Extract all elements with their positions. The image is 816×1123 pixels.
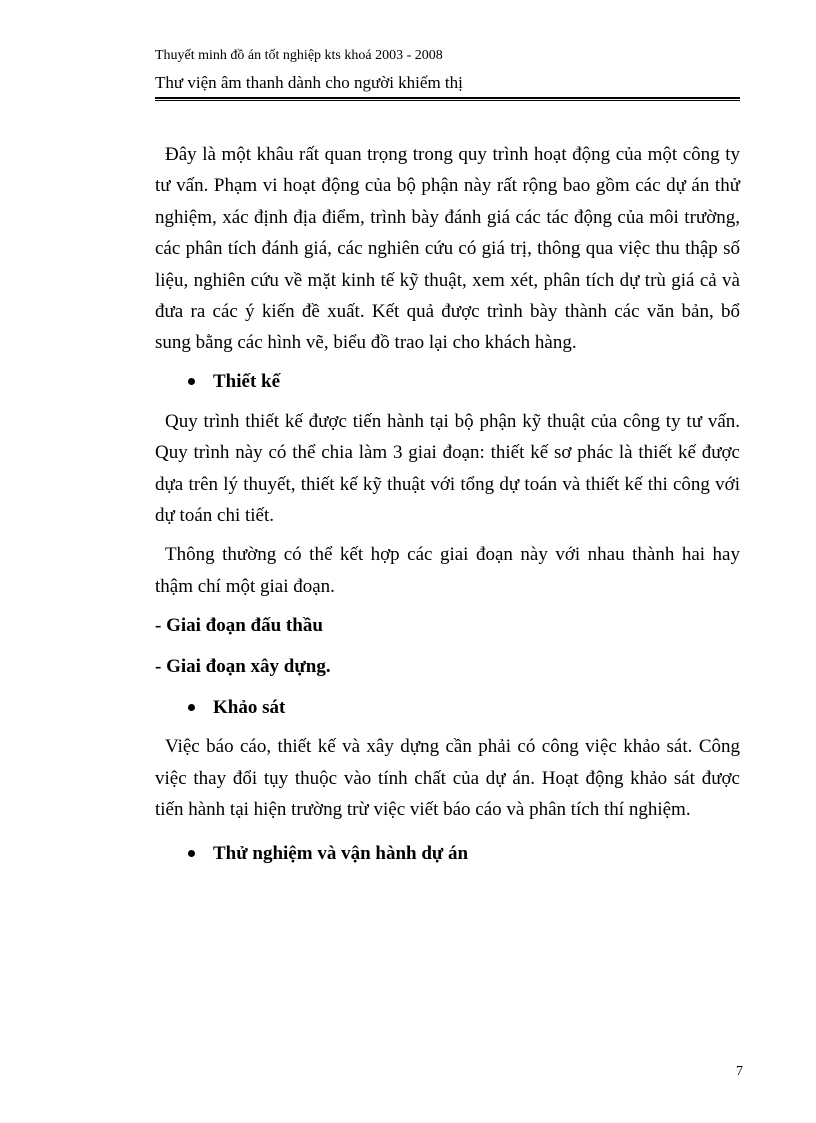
bullet-dot-icon — [188, 704, 195, 711]
bullet-dot-icon — [188, 378, 195, 385]
dash-item-bidding: - Giai đoạn đấu thầu — [155, 615, 323, 637]
page-number: 7 — [736, 1064, 743, 1079]
paragraph-survey: Việc báo cáo, thiết kế và xây dựng cần phải có công việc khảo sát. Công việc thay đổi tụy thuộc vào tính chất của dự án. Hoạt động khảo sát được tiến hành tại hiện trường trừ việc viết báo cáo và phân tích thí nghiệm. — [155, 736, 740, 821]
paragraph-design-process: Quy trình thiết kế được tiến hành tại bộ phận kỹ thuật của công ty tư vấn. Quy trình này có thể chia làm 3 giai đoạn: thiết kế sơ phác là thiết kế được dựa trên lý thuyết, thiết kế kỹ thuật với tổng dự toán và thiết kế thi công với dự toán chi tiết. — [155, 410, 740, 527]
bullet-testing-heading — [155, 838, 740, 869]
bullet-dot-icon — [188, 850, 195, 857]
page-body — [155, 139, 740, 869]
bullet-survey-heading — [155, 692, 740, 723]
paragraph-consulting: Đây là một khâu rất quan trọng trong quy trình hoạt động của một công ty tư vấn. Phạm vi hoạt động của bộ phận này rất rộng bao gồm các dự án thử nghiệm, xác định địa điểm, trình bày đánh giá các tác động của môi trường, các phân tích đánh giá, các nghiên cứu có giá trị, thông qua việc thu thập số liệu, nghiên cứu về mặt kinh tế kỹ thuật, xem xét, phân tích dự trù giá cả và đưa ra các ý kiến đề xuất. Kết quả được trình bày thành các văn bản, bổ sung bằng các hình vẽ, biểu đồ trao lại cho khách hàng. — [155, 144, 740, 354]
bullet-testing-label: Thử nghiệm và vận hành dự án — [213, 842, 469, 864]
dash-item-construction: - Giai đoạn xây dựng. — [155, 656, 331, 678]
paragraph-combine-stages: Thông thường có thể kết hợp các giai đoạn này với nhau thành hai hay thậm chí một giai đoạn. — [155, 544, 740, 597]
header-document-title: Thuyết minh đồ án tốt nghiệp kts khoá 2003 - 2008 — [155, 48, 443, 63]
header-divider — [155, 97, 740, 101]
page-header — [155, 46, 740, 101]
bullet-design-label: Thiết kế — [213, 370, 281, 392]
bullet-survey-label: Khảo sát — [213, 697, 286, 719]
bullet-design-heading — [155, 366, 740, 397]
header-project-title: Thư viện âm thanh dành cho người khiếm thị — [155, 73, 463, 92]
